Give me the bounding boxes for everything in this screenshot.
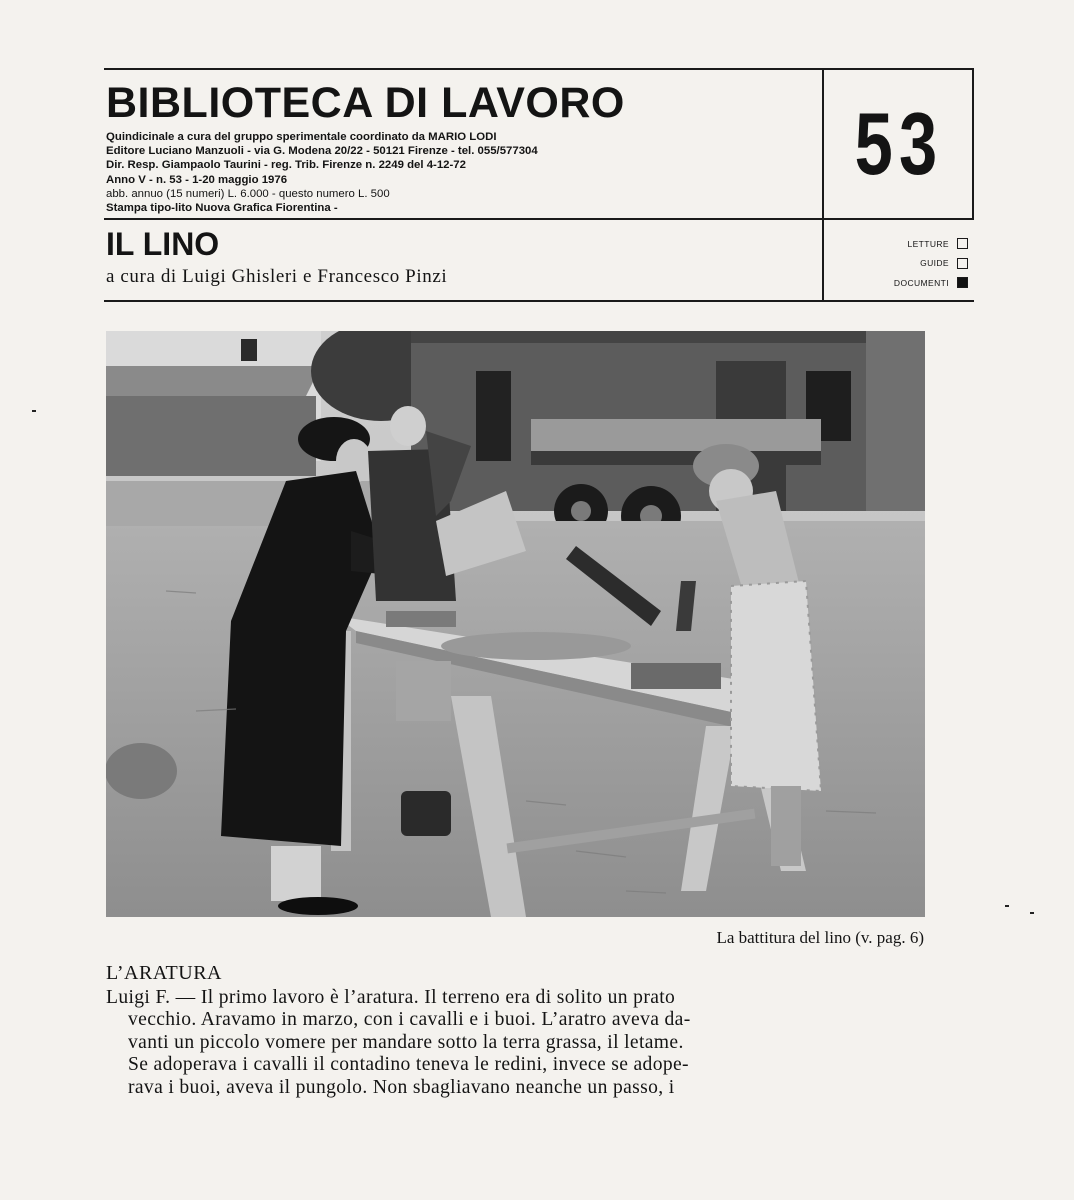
photo-illustration [106,331,925,917]
body-line: vecchio. Aravamo in marzo, con i cavalli e i buoi. L’aratro aveva da- [128,1009,691,1031]
article-body [106,987,918,1099]
checkbox-icon [957,238,968,249]
body-line: rava i buoi, aveva il pungolo. Non sbagliavano neanche un passo, i [128,1076,675,1098]
info-line: Dir. Resp. Giampaolo Taurini - reg. Trib. Firenze n. 2249 del 4-12-72 [106,159,466,172]
info-line: Editore Luciano Manzuoli - via G. Modena 20/22 - 50121 Firenze - tel. 055/577304 [106,145,538,158]
masthead-divider [104,218,822,220]
masthead-divider [972,70,974,220]
category-label: GUIDE [920,258,949,269]
category-label: LETTURE [907,238,949,249]
info-line: Quindicinale a cura del gruppo sperimentale coordinato da MARIO LODI [106,131,497,143]
body-line: Se adoperava i cavalli il contadino teneva le redini, invece se adope- [128,1054,689,1076]
category-documenti [834,273,968,293]
photo-caption: La battitura del lino (v. pag. 6) [716,928,924,947]
checked-box-icon [957,277,968,288]
category-list [834,234,968,293]
paper-speck [1005,905,1009,907]
category-label: DOCUMENTI [893,277,949,288]
body-line: vanti un piccolo vomere per mandare sotto la terra grassa, il letame. [128,1031,684,1053]
masthead [104,68,974,302]
category-guide [834,254,968,274]
info-line: Anno V - n. 53 - 1-20 maggio 1976 [106,173,288,186]
info-line: abb. annuo (15 numeri) L. 6.000 - questo numero L. 500 [106,187,390,200]
paper-speck [32,410,36,412]
info-line: Stampa tipo-lito Nuova Grafica Fiorentina - [106,202,338,215]
flax-beating-photo [106,331,925,917]
masthead-divider [822,218,974,220]
paper-speck [1030,912,1034,914]
section-heading: L’ARATURA [106,962,222,984]
topic-title: IL LINO [106,226,220,262]
issue-number: 53 [854,94,944,193]
curators-line: a cura di Luigi Ghisleri e Francesco Pinzi [106,266,448,287]
masthead-divider [822,70,824,300]
publication-info [106,130,806,215]
category-letture [834,234,968,254]
body-line: Luigi F. — Il primo lavoro è l’aratura. Il terreno era di solito un prato [106,987,676,1008]
checkbox-icon [957,258,968,269]
publication-title: BIBLIOTECA DI LAVORO [106,79,625,127]
